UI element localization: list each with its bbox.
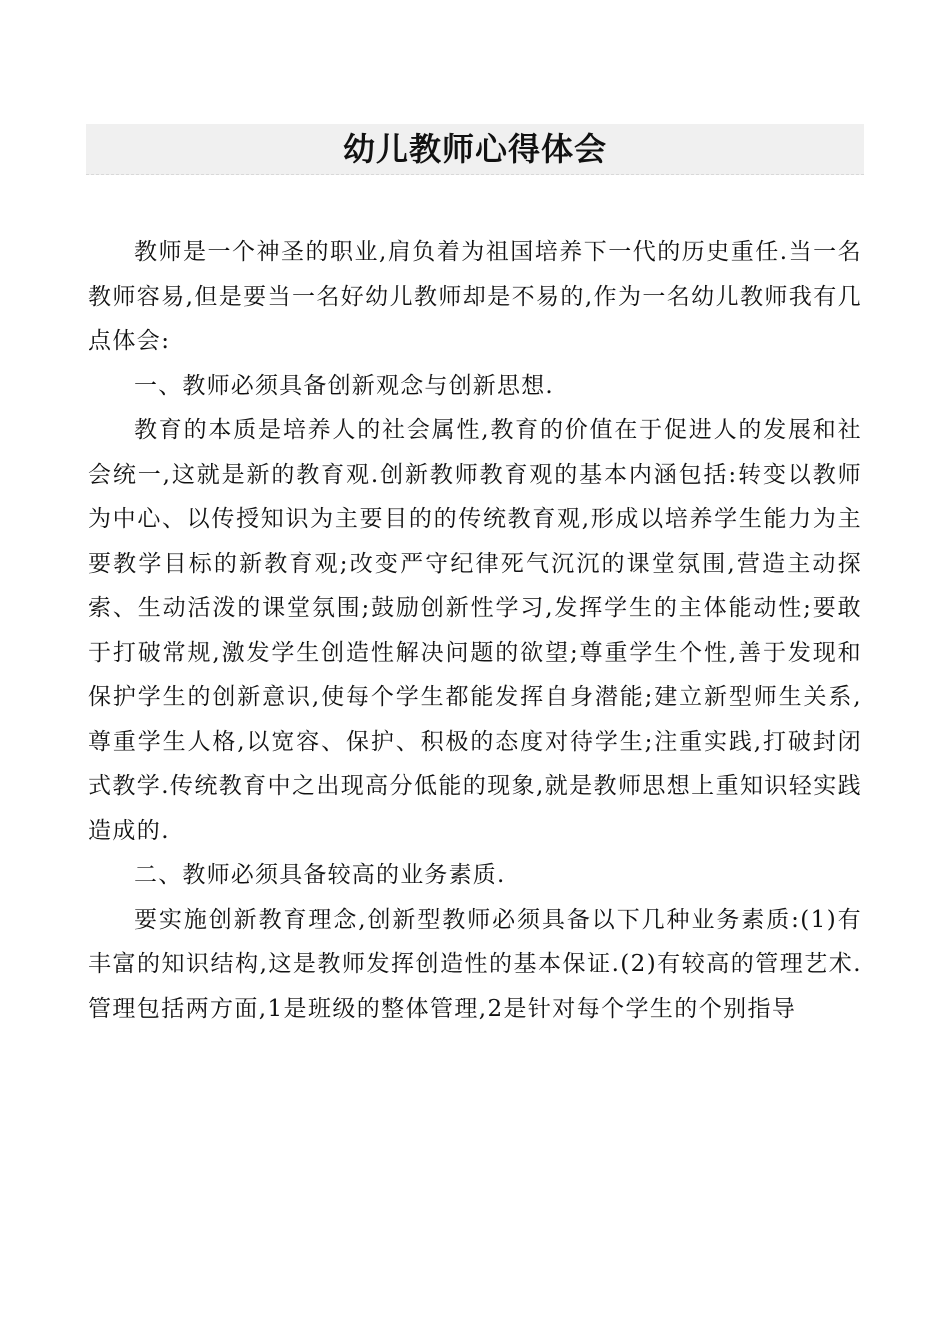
document-body	[88, 230, 862, 1031]
paragraph-section-2: 要实施创新教育理念,创新型教师必须具备以下几种业务素质:(1)有丰富的知识结构,这是教师发挥创造性的基本保证.(2)有较高的管理艺术.管理包括两方面,1是班级的整体管理,2是针对每个学生的个别指导	[88, 906, 862, 1022]
title-band	[86, 124, 864, 175]
section-heading-1: 一、教师必须具备创新观念与创新思想.	[134, 372, 554, 399]
paragraph-intro: 教师是一个神圣的职业,肩负着为祖国培养下一代的历史重任.当一名教师容易,但是要当一名好幼儿教师却是不易的,作为一名幼儿教师我有几点体会:	[88, 239, 862, 354]
paragraph-section-1: 教育的本质是培养人的社会属性,教育的价值在于促进人的发展和社会统一,这就是新的教育观.创新教师教育观的基本内涵包括:转变以教师为中心、以传授知识为主要目的的传统教育观,形成以培养学生能力为主要教学目标的新教育观;改变严守纪律死气沉沉的课堂氛围,营造主动探索、生动活泼的课堂氛围;鼓励创新性学习,发挥学生的主体能动性;要敢于打破常规,激发学生创造性解决问题的欲望;尊重学生个性,善于发现和保护学生的创新意识,使每个学生都能发挥自身潜能;建立新型师生关系,尊重学生人格,以宽容、保护、积极的态度对待学生;注重实践,打破封闭式教学.传统教育中之出现高分低能的现象,就是教师思想上重知识轻实践造成的.	[88, 417, 862, 844]
section-heading-2: 二、教师必须具备较高的业务素质.	[134, 862, 506, 888]
document-title: 幼儿教师心得体会	[342, 130, 607, 168]
